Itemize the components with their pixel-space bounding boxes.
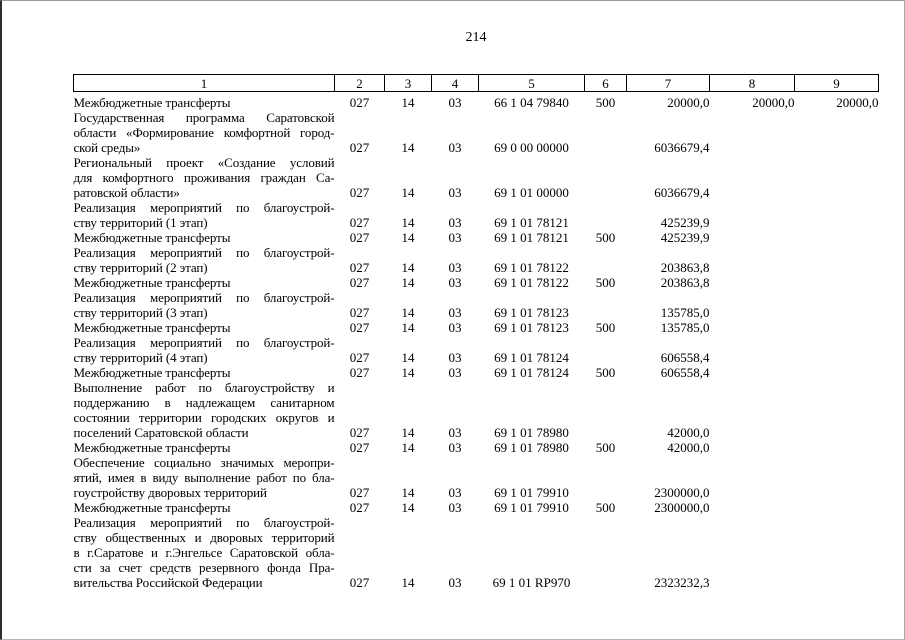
cell-col-3: 14 (401, 575, 415, 590)
header-cell-col-1: 1 (74, 75, 335, 92)
row-name-line: в г.Саратове и г.Энгельсе Саратовской обла- (73, 545, 335, 560)
cell-col-9: 20000,0 (836, 95, 879, 110)
cell-col-3: 14 (401, 305, 415, 320)
cell-col-7: 2300000,0 (654, 500, 710, 515)
cell-col-7: 425239,9 (660, 215, 710, 230)
row-name-line: Реализация мероприятий по благоустрой- (73, 290, 335, 305)
cell-col-5: 69 1 01 79910 (494, 500, 569, 515)
cell-col-7: 6036679,4 (654, 185, 710, 200)
cell-col-3: 14 (401, 260, 415, 275)
row-name-cell (74, 230, 335, 245)
row-name-cell (74, 275, 335, 290)
cell-col-3: 14 (401, 485, 415, 500)
cell-col-6 (585, 455, 627, 500)
cell-col-3: 14 (401, 215, 415, 230)
cell-col-7: 606558,4 (660, 365, 710, 380)
row-name-line: Межбюджетные трансферты (73, 275, 231, 290)
cell-col-4: 03 (448, 275, 462, 290)
cell-col-6: 500 (595, 365, 616, 380)
cell-col-4: 03 (448, 215, 462, 230)
row-name-line: для комфортного проживания граждан Са- (73, 170, 335, 185)
cell-col-3: 14 (401, 440, 415, 455)
cell-col-8 (710, 200, 795, 230)
cell-col-9 (795, 290, 879, 320)
cell-col-8 (710, 365, 795, 380)
row-name-cell (74, 200, 335, 230)
cell-col-7: 20000,0 (667, 95, 710, 110)
row-name-line: сти за счет средств резервного фонда Пра- (73, 560, 335, 575)
cell-col-4: 03 (448, 305, 462, 320)
cell-col-8 (710, 515, 795, 590)
cell-col-9 (795, 500, 879, 515)
cell-col-2: 027 (349, 260, 370, 275)
cell-col-3: 14 (401, 185, 415, 200)
cell-col-2: 027 (349, 485, 370, 500)
cell-col-5: 69 1 01 78124 (494, 365, 569, 380)
header-cell-col-5: 5 (479, 75, 585, 92)
cell-col-2: 027 (349, 500, 370, 515)
row-name-cell (74, 365, 335, 380)
cell-col-4: 03 (448, 440, 462, 455)
cell-col-4: 03 (448, 185, 462, 200)
row-name-line: Межбюджетные трансферты (73, 320, 231, 335)
cell-col-8 (710, 500, 795, 515)
row-name-cell (74, 92, 335, 111)
cell-col-3: 14 (401, 95, 415, 110)
row-name-line: поселений Саратовской области (73, 425, 249, 440)
cell-col-7: 606558,4 (660, 350, 710, 365)
table-row (74, 500, 879, 515)
cell-col-5: 69 1 01 00000 (494, 185, 569, 200)
cell-col-2: 027 (349, 95, 370, 110)
cell-col-3: 14 (401, 425, 415, 440)
cell-col-5: 69 1 01 78123 (494, 320, 569, 335)
row-name-cell (74, 335, 335, 365)
cell-col-5: 69 1 01 78980 (494, 440, 569, 455)
row-name-line: ству территорий (3 этап) (73, 305, 208, 320)
cell-col-5: 69 1 01 78122 (494, 260, 569, 275)
row-name-line: Государственная программа Саратовской (73, 110, 335, 125)
cell-col-8 (710, 320, 795, 335)
cell-col-4: 03 (448, 230, 462, 245)
cell-col-2: 027 (349, 230, 370, 245)
row-name-cell (74, 515, 335, 590)
cell-col-7: 135785,0 (660, 305, 710, 320)
cell-col-7: 42000,0 (667, 440, 710, 455)
cell-col-8 (710, 155, 795, 200)
cell-col-9 (795, 200, 879, 230)
table-row (74, 380, 879, 440)
row-name-line: Межбюджетные трансферты (73, 365, 231, 380)
table-row (74, 455, 879, 500)
cell-col-4: 03 (448, 485, 462, 500)
table-row (74, 440, 879, 455)
table-row (74, 515, 879, 590)
cell-col-4: 03 (448, 95, 462, 110)
cell-col-2: 027 (349, 365, 370, 380)
cell-col-9 (795, 275, 879, 290)
table-row (74, 290, 879, 320)
cell-col-2: 027 (349, 575, 370, 590)
table-row (74, 335, 879, 365)
cell-col-6 (585, 200, 627, 230)
row-name-line: Реализация мероприятий по благоустрой- (73, 200, 335, 215)
cell-col-5: 69 1 01 78124 (494, 350, 569, 365)
cell-col-5: 69 1 01 78121 (494, 230, 569, 245)
table-row (74, 245, 879, 275)
cell-col-6 (585, 155, 627, 200)
cell-col-9 (795, 245, 879, 275)
row-name-line: ству территорий (2 этап) (73, 260, 208, 275)
row-name-line: области «Формирование комфортной город- (73, 125, 335, 140)
row-name-cell (74, 110, 335, 155)
cell-col-9 (795, 335, 879, 365)
cell-col-2: 027 (349, 140, 370, 155)
cell-col-5: 69 1 01 78122 (494, 275, 569, 290)
row-name-line: Межбюджетные трансферты (73, 500, 231, 515)
budget-table (73, 74, 879, 590)
row-name-line: Региональный проект «Создание условий (73, 155, 335, 170)
cell-col-7: 2323232,3 (654, 575, 710, 590)
cell-col-8 (710, 230, 795, 245)
cell-col-8 (710, 440, 795, 455)
row-name-line: Реализация мероприятий по благоустрой- (73, 335, 335, 350)
cell-col-9 (795, 230, 879, 245)
cell-col-6: 500 (595, 320, 616, 335)
cell-col-9 (795, 365, 879, 380)
cell-col-4: 03 (448, 140, 462, 155)
cell-col-4: 03 (448, 425, 462, 440)
cell-col-7: 135785,0 (660, 320, 710, 335)
cell-col-2: 027 (349, 275, 370, 290)
row-name-cell (74, 440, 335, 455)
header-cell-col-4: 4 (432, 75, 479, 92)
cell-col-6: 500 (595, 440, 616, 455)
cell-col-8 (710, 275, 795, 290)
row-name-line: вительства Российской Федерации (73, 575, 263, 590)
row-name-cell (74, 290, 335, 320)
row-name-line: ству общественных и дворовых территорий (73, 530, 335, 545)
cell-col-2: 027 (349, 185, 370, 200)
row-name-line: Реализация мероприятий по благоустрой- (73, 245, 335, 260)
cell-col-9 (795, 515, 879, 590)
cell-col-5: 69 1 01 78121 (494, 215, 569, 230)
cell-col-6 (585, 245, 627, 275)
cell-col-7: 203863,8 (660, 260, 710, 275)
cell-col-9 (795, 380, 879, 440)
cell-col-3: 14 (401, 350, 415, 365)
cell-col-8 (710, 455, 795, 500)
header-cell-col-6: 6 (585, 75, 627, 92)
cell-col-6: 500 (595, 500, 616, 515)
header-cell-col-8: 8 (710, 75, 795, 92)
table-row (74, 92, 879, 111)
cell-col-5: 69 0 00 00000 (494, 140, 569, 155)
page-number: 214 (465, 30, 487, 45)
cell-col-9 (795, 440, 879, 455)
cell-col-6 (585, 110, 627, 155)
table-row (74, 200, 879, 230)
row-name-line: ской среды» (73, 140, 141, 155)
row-name-line: Межбюджетные трансферты (73, 440, 231, 455)
cell-col-6 (585, 335, 627, 365)
table-row (74, 320, 879, 335)
cell-col-7: 425239,9 (660, 230, 710, 245)
cell-col-7: 42000,0 (667, 425, 710, 440)
row-name-line: Обеспечение социально значимых меропри- (73, 455, 335, 470)
cell-col-3: 14 (401, 230, 415, 245)
cell-col-2: 027 (349, 425, 370, 440)
cell-col-5: 69 1 01 79910 (494, 485, 569, 500)
cell-col-6 (585, 380, 627, 440)
table-row (74, 155, 879, 200)
cell-col-3: 14 (401, 365, 415, 380)
header-cell-col-7: 7 (627, 75, 710, 92)
cell-col-4: 03 (448, 260, 462, 275)
table-row (74, 365, 879, 380)
cell-col-3: 14 (401, 140, 415, 155)
cell-col-2: 027 (349, 320, 370, 335)
cell-col-8 (710, 335, 795, 365)
cell-col-4: 03 (448, 350, 462, 365)
row-name-line: ству территорий (1 этап) (73, 215, 208, 230)
row-name-cell (74, 320, 335, 335)
cell-col-4: 03 (448, 575, 462, 590)
cell-col-2: 027 (349, 215, 370, 230)
row-name-line: ратовской области» (73, 185, 180, 200)
header-cell-col-9: 9 (795, 75, 879, 92)
cell-col-3: 14 (401, 320, 415, 335)
cell-col-2: 027 (349, 305, 370, 320)
cell-col-4: 03 (448, 365, 462, 380)
row-name-line: Выполнение работ по благоустройству и (73, 380, 335, 395)
cell-col-5: 66 1 04 79840 (494, 95, 569, 110)
cell-col-2: 027 (349, 440, 370, 455)
cell-col-7: 2300000,0 (654, 485, 710, 500)
row-name-cell (74, 380, 335, 440)
row-name-line: гоустройству дворовых территорий (73, 485, 267, 500)
cell-col-8 (710, 290, 795, 320)
cell-col-6 (585, 290, 627, 320)
row-name-line: ству территорий (4 этап) (73, 350, 208, 365)
cell-col-8 (710, 380, 795, 440)
budget-table-header (74, 75, 879, 92)
cell-col-3: 14 (401, 275, 415, 290)
cell-col-7: 6036679,4 (654, 140, 710, 155)
table-row (74, 275, 879, 290)
cell-col-9 (795, 110, 879, 155)
table-row (74, 230, 879, 245)
header-cell-col-2: 2 (335, 75, 385, 92)
cell-col-8 (710, 110, 795, 155)
cell-col-5: 69 1 01 78123 (494, 305, 569, 320)
budget-table-body (74, 92, 879, 591)
row-name-cell (74, 155, 335, 200)
cell-col-8 (710, 245, 795, 275)
cell-col-6 (585, 515, 627, 590)
cell-col-7: 203863,8 (660, 275, 710, 290)
cell-col-5: 69 1 01 RP970 (492, 575, 571, 590)
cell-col-5: 69 1 01 78980 (494, 425, 569, 440)
row-name-cell (74, 245, 335, 275)
header-cell-col-3: 3 (385, 75, 432, 92)
cell-col-4: 03 (448, 320, 462, 335)
cell-col-6: 500 (595, 230, 616, 245)
cell-col-6: 500 (595, 95, 616, 110)
table-row (74, 110, 879, 155)
row-name-cell (74, 500, 335, 515)
cell-col-2: 027 (349, 350, 370, 365)
row-name-line: ятий, имея в виду выполнение работ по бла- (73, 470, 335, 485)
cell-col-9 (795, 455, 879, 500)
row-name-line: Межбюджетные трансферты (73, 230, 231, 245)
cell-col-9 (795, 320, 879, 335)
header-row (74, 75, 879, 92)
cell-col-3: 14 (401, 500, 415, 515)
row-name-line: Межбюджетные трансферты (73, 95, 231, 110)
cell-col-6: 500 (595, 275, 616, 290)
row-name-line: Реализация мероприятий по благоустрой- (73, 515, 335, 530)
cell-col-4: 03 (448, 500, 462, 515)
cell-col-9 (795, 155, 879, 200)
cell-col-8: 20000,0 (752, 95, 795, 110)
row-name-line: поддержанию в надлежащем санитарном (73, 395, 335, 410)
row-name-line: состоянии территории городских округов и (73, 410, 335, 425)
row-name-cell (74, 455, 335, 500)
